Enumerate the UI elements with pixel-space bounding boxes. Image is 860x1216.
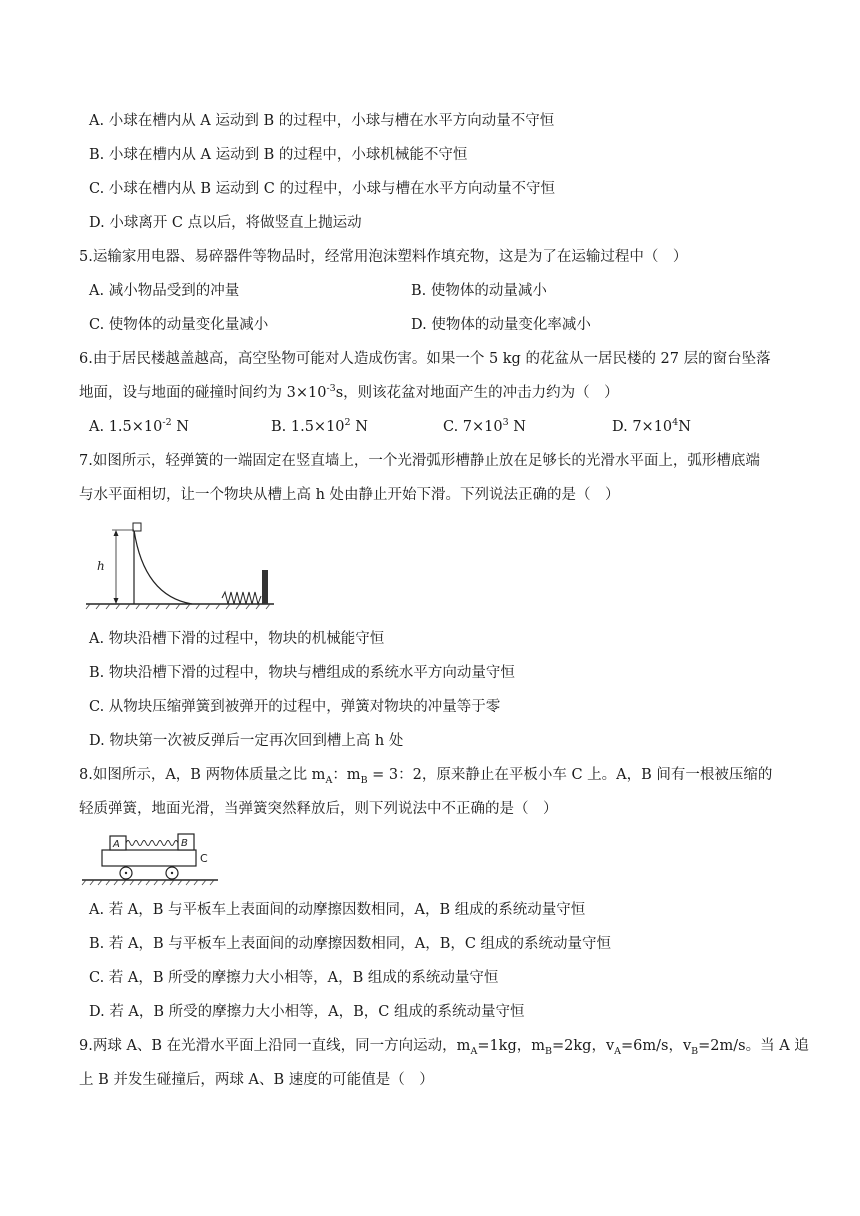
q7-figure — [84, 518, 284, 610]
q8-label-a: A — [113, 839, 120, 850]
q7-stem-line2: 与水平面相切，让一个物块从槽上高 h 处由静止开始下滑。下列说法正确的是（ ） — [79, 487, 620, 503]
q4-option-b: B. 小球在槽内从 A 运动到 B 的过程中，小球机械能不守恒 — [89, 147, 468, 163]
q7-stem-line1: 7.如图所示，轻弹簧的一端固定在竖直墙上，一个光滑弧形槽静止放在足够长的光滑水平面上，弧形槽底端 — [79, 453, 760, 469]
q7-option-b: B. 物块沿槽下滑的过程中，物块与槽组成的系统水平方向动量守恒 — [89, 665, 515, 681]
q8-option-a: A. 若 A，B 与平板车上表面间的动摩擦因数相同，A，B 组成的系统动量守恒 — [89, 902, 586, 918]
q8-label-b: B — [181, 838, 188, 849]
q6-option-d: D. $7\times 10^4N$ — [612, 417, 691, 435]
q8-stem-line2: 轻质弹簧，地面光滑，当弹簧突然释放后，则下列说法中不正确的是（ ） — [79, 801, 558, 817]
q8-option-b: B. 若 A，B 与平板车上表面间的动摩擦因数相同，A，B，C 组成的系统动量守恒 — [89, 936, 612, 952]
q7-option-c: C. 从物块压缩弹簧到被弹开的过程中，弹簧对物块的冲量等于零 — [89, 699, 501, 715]
q9-stem-line1: 9.两球 A、B 在光滑水平面上沿同一直线，同一方向运动，$m_A=1kg$，$m_B=2kg$，$v_A=6m/s$，$v_B=2m/s$。当 A 追 — [79, 1038, 809, 1057]
q8-label-c: C — [200, 852, 208, 865]
q6-option-a: A. $1.5\times 10^{-2}$ N — [89, 417, 189, 435]
q6-option-b: B. $1.5\times 10^2$ N — [271, 417, 368, 435]
q8-option-d: D. 若 A，B 所受的摩擦力大小相等，A，B，C 组成的系统动量守恒 — [89, 1004, 525, 1020]
q6-stem-line2: 地面，设与地面的碰撞时间约为 $3\times 10^{-3}s$，则该花盆对地面产生的冲击力约为（ ） — [79, 383, 619, 401]
q5-option-c: C. 使物体的动量变化量减小 — [89, 317, 269, 333]
q7-h-label: h — [97, 559, 105, 573]
q4-option-c: C. 小球在槽内从 B 运动到 C 的过程中，小球与槽在水平方向动量不守恒 — [89, 181, 555, 197]
q6-option-c: C. $7\times 10^3$ N — [443, 417, 526, 435]
q7-option-a: A. 物块沿槽下滑的过程中，物块的机械能守恒 — [89, 631, 385, 647]
q6-stem-line1: 6.由于居民楼越盖越高，高空坠物可能对人造成伤害。如果一个 5 kg 的花盆从一居民楼的 27 层的窗台坠落 — [79, 351, 771, 367]
q8-option-c: C. 若 A，B 所受的摩擦力大小相等，A，B 组成的系统动量守恒 — [89, 970, 499, 986]
q9-stem-line2: 上 B 并发生碰撞后，两球 A、B 速度的可能值是（ ） — [79, 1072, 434, 1088]
q8-stem-line1: 8.如图所示，A，B 两物体质量之比 $m_A$：$m_B = 3$：2，原来静止在平板小车 C 上。A，B 间有一根被压缩的 — [79, 767, 773, 786]
q5-option-b: B. 使物体的动量减小 — [411, 283, 547, 299]
q7-option-d: D. 物块第一次被反弹后一定再次回到槽上高 h 处 — [89, 733, 404, 749]
q8-figure — [80, 828, 220, 888]
q5-option-a: A. 减小物品受到的冲量 — [89, 283, 240, 299]
q5-stem: 5.运输家用电器、易碎器件等物品时，经常用泡沫塑料作填充物，这是为了在运输过程中（ ） — [79, 249, 688, 265]
q5-option-d: D. 使物体的动量变化率减小 — [411, 317, 591, 333]
q4-option-d: D. 小球离开 C 点以后，将做竖直上抛运动 — [89, 215, 362, 231]
q4-option-a: A. 小球在槽内从 A 运动到 B 的过程中，小球与槽在水平方向动量不守恒 — [89, 113, 555, 129]
